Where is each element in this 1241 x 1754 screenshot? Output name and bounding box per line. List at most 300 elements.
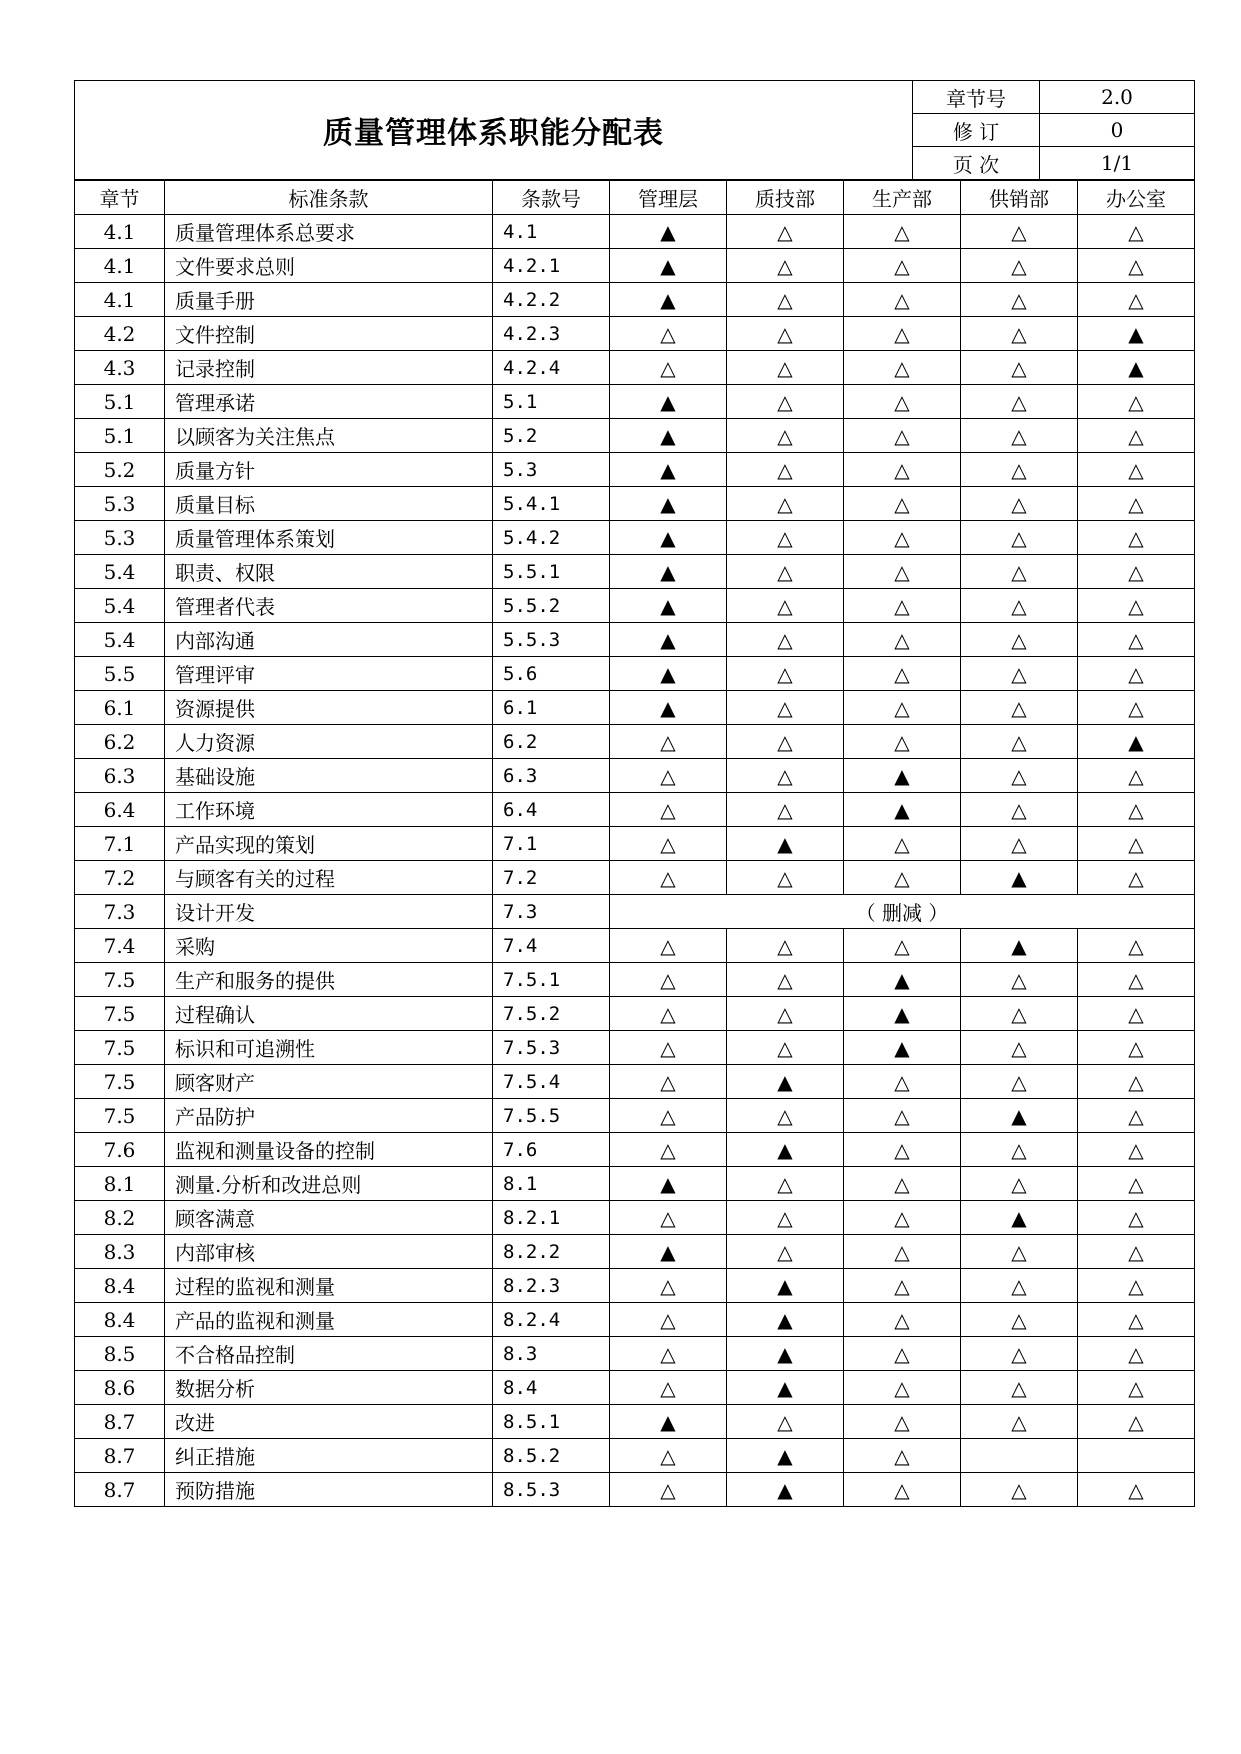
table-row [75, 1133, 1195, 1167]
mark-quality-tech: ▲ [727, 1473, 844, 1507]
row-clause: 产品防护 [165, 1099, 493, 1133]
mark-production: △ [844, 657, 961, 691]
mark-supply-sales: △ [961, 623, 1078, 657]
mark-office [1078, 1439, 1195, 1473]
mark-quality-tech: △ [727, 1031, 844, 1065]
mark-supply-sales: ▲ [961, 1099, 1078, 1133]
row-clause: 以顾客为关注焦点 [165, 419, 493, 453]
mark-quality-tech: △ [727, 623, 844, 657]
row-chapter: 4.1 [75, 283, 165, 317]
mark-supply-sales: △ [961, 555, 1078, 589]
table-row [75, 997, 1195, 1031]
table-row [75, 1099, 1195, 1133]
mark-management: △ [610, 1473, 727, 1507]
mark-office: ▲ [1078, 725, 1195, 759]
mark-supply-sales: △ [961, 759, 1078, 793]
mark-production: △ [844, 1201, 961, 1235]
mark-production: △ [844, 861, 961, 895]
mark-office: △ [1078, 1303, 1195, 1337]
table-row [75, 1167, 1195, 1201]
mark-management: △ [610, 317, 727, 351]
row-chapter: 8.4 [75, 1269, 165, 1303]
mark-production: △ [844, 1405, 961, 1439]
mark-quality-tech: ▲ [727, 1337, 844, 1371]
row-chapter: 5.1 [75, 419, 165, 453]
mark-supply-sales: ▲ [961, 1201, 1078, 1235]
mark-production: △ [844, 521, 961, 555]
row-clause: 质量管理体系策划 [165, 521, 493, 555]
header-production: 生产部 [844, 181, 961, 215]
mark-supply-sales: ▲ [961, 861, 1078, 895]
table-row [75, 1473, 1195, 1507]
mark-management: △ [610, 1099, 727, 1133]
row-chapter: 7.2 [75, 861, 165, 895]
table-row [75, 283, 1195, 317]
meta-label-page: 页 次 [913, 147, 1040, 180]
table-row [75, 1439, 1195, 1473]
mark-supply-sales: △ [961, 589, 1078, 623]
header-clause: 标准条款 [165, 181, 493, 215]
row-clause-number: 6.3 [493, 759, 610, 793]
mark-production: △ [844, 1303, 961, 1337]
mark-production: △ [844, 1371, 961, 1405]
mark-quality-tech: △ [727, 283, 844, 317]
mark-office: △ [1078, 385, 1195, 419]
row-clause-number: 5.5.1 [493, 555, 610, 589]
mark-supply-sales: △ [961, 725, 1078, 759]
table-row [75, 589, 1195, 623]
mark-production: ▲ [844, 963, 961, 997]
row-clause-number: 8.5.2 [493, 1439, 610, 1473]
mark-production: △ [844, 249, 961, 283]
table-row [75, 555, 1195, 589]
mark-quality-tech: △ [727, 419, 844, 453]
table-row [75, 929, 1195, 963]
table-row [75, 725, 1195, 759]
row-clause: 管理者代表 [165, 589, 493, 623]
row-clause: 内部沟通 [165, 623, 493, 657]
row-clause-number: 8.2.1 [493, 1201, 610, 1235]
mark-quality-tech: ▲ [727, 1303, 844, 1337]
mark-office: △ [1078, 759, 1195, 793]
mark-office: △ [1078, 997, 1195, 1031]
mark-supply-sales: △ [961, 385, 1078, 419]
mark-office: ▲ [1078, 351, 1195, 385]
mark-production: △ [844, 1133, 961, 1167]
mark-production: △ [844, 623, 961, 657]
mark-quality-tech: △ [727, 691, 844, 725]
mark-management: △ [610, 1371, 727, 1405]
mark-production: △ [844, 1473, 961, 1507]
table-body [75, 215, 1195, 1507]
row-clause: 顾客满意 [165, 1201, 493, 1235]
mark-management: ▲ [610, 623, 727, 657]
mark-management: △ [610, 861, 727, 895]
row-clause: 质量方针 [165, 453, 493, 487]
mark-production: ▲ [844, 997, 961, 1031]
mark-management: ▲ [610, 453, 727, 487]
mark-office: △ [1078, 963, 1195, 997]
mark-office: △ [1078, 691, 1195, 725]
row-chapter: 7.5 [75, 963, 165, 997]
mark-production: △ [844, 453, 961, 487]
mark-production: ▲ [844, 1031, 961, 1065]
mark-supply-sales: △ [961, 1133, 1078, 1167]
row-chapter: 7.3 [75, 895, 165, 929]
row-clause-number: 8.4 [493, 1371, 610, 1405]
mark-management: ▲ [610, 657, 727, 691]
mark-office: △ [1078, 623, 1195, 657]
mark-office: △ [1078, 589, 1195, 623]
row-clause-number: 4.1 [493, 215, 610, 249]
meta-value-page: 1/1 [1040, 147, 1195, 180]
row-clause: 监视和测量设备的控制 [165, 1133, 493, 1167]
row-clause-number: 7.5.2 [493, 997, 610, 1031]
meta-label-chapter: 章节号 [913, 81, 1040, 114]
table-row [75, 861, 1195, 895]
row-chapter: 4.1 [75, 215, 165, 249]
mark-quality-tech: △ [727, 487, 844, 521]
mark-quality-tech: ▲ [727, 1133, 844, 1167]
row-chapter: 5.4 [75, 555, 165, 589]
mark-office: △ [1078, 1405, 1195, 1439]
mark-management: △ [610, 929, 727, 963]
mark-management: ▲ [610, 1167, 727, 1201]
mark-management: △ [610, 1337, 727, 1371]
mark-supply-sales: △ [961, 827, 1078, 861]
mark-production: △ [844, 589, 961, 623]
row-chapter: 7.5 [75, 1065, 165, 1099]
row-chapter: 8.2 [75, 1201, 165, 1235]
table-row [75, 1405, 1195, 1439]
mark-supply-sales: △ [961, 1371, 1078, 1405]
mark-management: △ [610, 759, 727, 793]
table-row [75, 963, 1195, 997]
table-header-row [75, 181, 1195, 215]
mark-production: △ [844, 351, 961, 385]
row-chapter: 5.1 [75, 385, 165, 419]
row-chapter: 8.5 [75, 1337, 165, 1371]
table-row [75, 317, 1195, 351]
row-chapter: 8.1 [75, 1167, 165, 1201]
mark-supply-sales: △ [961, 963, 1078, 997]
row-clause-number: 4.2.4 [493, 351, 610, 385]
mark-quality-tech: △ [727, 997, 844, 1031]
mark-quality-tech: △ [727, 215, 844, 249]
mark-office: △ [1078, 929, 1195, 963]
mark-supply-sales: △ [961, 283, 1078, 317]
mark-management: ▲ [610, 215, 727, 249]
row-clause-number: 5.4.1 [493, 487, 610, 521]
mark-production: △ [844, 385, 961, 419]
row-clause-number: 5.6 [493, 657, 610, 691]
table-row [75, 827, 1195, 861]
mark-office: △ [1078, 1031, 1195, 1065]
mark-production: ▲ [844, 793, 961, 827]
row-clause: 过程确认 [165, 997, 493, 1031]
mark-supply-sales: △ [961, 691, 1078, 725]
table-row [75, 623, 1195, 657]
header-chapter: 章节 [75, 181, 165, 215]
mark-office: △ [1078, 487, 1195, 521]
mark-quality-tech: △ [727, 963, 844, 997]
mark-supply-sales: △ [961, 1269, 1078, 1303]
table-row [75, 1065, 1195, 1099]
mark-management: △ [610, 963, 727, 997]
mark-supply-sales: △ [961, 1235, 1078, 1269]
mark-production: ▲ [844, 759, 961, 793]
table-row [75, 1235, 1195, 1269]
row-clause: 与顾客有关的过程 [165, 861, 493, 895]
row-chapter: 4.1 [75, 249, 165, 283]
row-clause-number: 5.1 [493, 385, 610, 419]
mark-quality-tech: △ [727, 793, 844, 827]
row-clause-number: 8.5.3 [493, 1473, 610, 1507]
row-chapter: 4.2 [75, 317, 165, 351]
row-chapter: 6.1 [75, 691, 165, 725]
mark-quality-tech: △ [727, 929, 844, 963]
row-chapter: 8.4 [75, 1303, 165, 1337]
row-clause: 顾客财产 [165, 1065, 493, 1099]
mark-supply-sales: △ [961, 249, 1078, 283]
mark-office: △ [1078, 1201, 1195, 1235]
row-chapter: 6.2 [75, 725, 165, 759]
mark-quality-tech: △ [727, 521, 844, 555]
row-clause-number: 5.2 [493, 419, 610, 453]
mark-production: △ [844, 1439, 961, 1473]
mark-management: △ [610, 1269, 727, 1303]
table-row [75, 419, 1195, 453]
mark-production: △ [844, 929, 961, 963]
row-chapter: 7.5 [75, 1099, 165, 1133]
mark-production: △ [844, 317, 961, 351]
mark-office: △ [1078, 1473, 1195, 1507]
row-clause-number: 7.6 [493, 1133, 610, 1167]
mark-supply-sales: △ [961, 997, 1078, 1031]
row-clause-number: 6.1 [493, 691, 610, 725]
mark-supply-sales [961, 1439, 1078, 1473]
mark-quality-tech: △ [727, 589, 844, 623]
mark-management: △ [610, 1031, 727, 1065]
meta-label-revision: 修 订 [913, 114, 1040, 147]
mark-supply-sales: △ [961, 1167, 1078, 1201]
mark-office: △ [1078, 1133, 1195, 1167]
row-clause-number: 4.2.2 [493, 283, 610, 317]
mark-supply-sales: △ [961, 317, 1078, 351]
mark-management: ▲ [610, 1405, 727, 1439]
mark-supply-sales: △ [961, 1303, 1078, 1337]
row-clause-number: 7.1 [493, 827, 610, 861]
row-clause-number: 7.5.3 [493, 1031, 610, 1065]
mark-quality-tech: △ [727, 317, 844, 351]
mark-office: △ [1078, 215, 1195, 249]
mark-supply-sales: △ [961, 657, 1078, 691]
mark-quality-tech: △ [727, 249, 844, 283]
row-chapter: 7.6 [75, 1133, 165, 1167]
mark-quality-tech: △ [727, 1235, 844, 1269]
mark-management: ▲ [610, 283, 727, 317]
mark-office: △ [1078, 283, 1195, 317]
row-clause: 生产和服务的提供 [165, 963, 493, 997]
mark-office: △ [1078, 861, 1195, 895]
mark-office: △ [1078, 555, 1195, 589]
row-clause: 记录控制 [165, 351, 493, 385]
row-clause: 管理承诺 [165, 385, 493, 419]
mark-office: △ [1078, 1371, 1195, 1405]
mark-quality-tech: ▲ [727, 1439, 844, 1473]
mark-management: △ [610, 793, 727, 827]
mark-management: ▲ [610, 555, 727, 589]
row-clause: 不合格品控制 [165, 1337, 493, 1371]
row-clause: 产品的监视和测量 [165, 1303, 493, 1337]
row-chapter: 7.5 [75, 1031, 165, 1065]
row-chapter: 7.4 [75, 929, 165, 963]
row-chapter: 5.3 [75, 487, 165, 521]
row-chapter: 4.3 [75, 351, 165, 385]
mark-supply-sales: △ [961, 793, 1078, 827]
row-clause: 质量管理体系总要求 [165, 215, 493, 249]
table-row [75, 759, 1195, 793]
row-clause-number: 4.2.3 [493, 317, 610, 351]
mark-office: △ [1078, 793, 1195, 827]
mark-supply-sales: △ [961, 1405, 1078, 1439]
row-clause-number: 8.3 [493, 1337, 610, 1371]
row-chapter: 8.7 [75, 1473, 165, 1507]
mark-management: △ [610, 1439, 727, 1473]
row-clause-number: 4.2.1 [493, 249, 610, 283]
row-clause-number: 6.4 [493, 793, 610, 827]
row-clause: 预防措施 [165, 1473, 493, 1507]
row-clause: 文件控制 [165, 317, 493, 351]
row-merged-note: （ 删减 ） [610, 895, 1195, 929]
mark-office: △ [1078, 657, 1195, 691]
table-row [75, 351, 1195, 385]
row-clause: 标识和可追溯性 [165, 1031, 493, 1065]
row-clause-number: 5.3 [493, 453, 610, 487]
row-clause: 资源提供 [165, 691, 493, 725]
row-clause: 内部审核 [165, 1235, 493, 1269]
table-row [75, 1031, 1195, 1065]
mark-quality-tech: △ [727, 1201, 844, 1235]
row-clause-number: 8.5.1 [493, 1405, 610, 1439]
row-clause: 质量目标 [165, 487, 493, 521]
mark-management: △ [610, 997, 727, 1031]
mark-supply-sales: △ [961, 487, 1078, 521]
mark-management: ▲ [610, 589, 727, 623]
row-clause: 纠正措施 [165, 1439, 493, 1473]
row-clause-number: 8.1 [493, 1167, 610, 1201]
row-chapter: 6.4 [75, 793, 165, 827]
row-clause-number: 7.5.1 [493, 963, 610, 997]
row-clause: 改进 [165, 1405, 493, 1439]
row-chapter: 5.5 [75, 657, 165, 691]
row-chapter: 8.6 [75, 1371, 165, 1405]
mark-supply-sales: △ [961, 1065, 1078, 1099]
mark-production: △ [844, 419, 961, 453]
mark-production: △ [844, 215, 961, 249]
row-clause: 数据分析 [165, 1371, 493, 1405]
row-chapter: 8.7 [75, 1439, 165, 1473]
mark-management: ▲ [610, 521, 727, 555]
table-row [75, 453, 1195, 487]
row-chapter: 7.5 [75, 997, 165, 1031]
table-row [75, 793, 1195, 827]
row-chapter: 5.4 [75, 623, 165, 657]
row-clause: 人力资源 [165, 725, 493, 759]
mark-quality-tech: △ [727, 1167, 844, 1201]
mark-quality-tech: △ [727, 1405, 844, 1439]
meta-value-chapter: 2.0 [1040, 81, 1195, 114]
mark-management: ▲ [610, 487, 727, 521]
row-clause-number: 5.4.2 [493, 521, 610, 555]
mark-supply-sales: △ [961, 1473, 1078, 1507]
row-clause-number: 8.2.3 [493, 1269, 610, 1303]
mark-production: △ [844, 827, 961, 861]
row-clause: 职责、权限 [165, 555, 493, 589]
mark-office: △ [1078, 1065, 1195, 1099]
mark-quality-tech: △ [727, 351, 844, 385]
row-chapter: 7.1 [75, 827, 165, 861]
mark-office: △ [1078, 1099, 1195, 1133]
mark-supply-sales: △ [961, 521, 1078, 555]
mark-production: △ [844, 1065, 961, 1099]
mark-quality-tech: △ [727, 861, 844, 895]
document-title: 质量管理体系职能分配表 [75, 81, 913, 180]
row-clause-number: 7.5.5 [493, 1099, 610, 1133]
row-clause: 质量手册 [165, 283, 493, 317]
row-chapter: 5.3 [75, 521, 165, 555]
mark-production: △ [844, 1337, 961, 1371]
row-clause-number: 5.5.2 [493, 589, 610, 623]
mark-quality-tech: ▲ [727, 1065, 844, 1099]
header-clause-number: 条款号 [493, 181, 610, 215]
row-clause: 采购 [165, 929, 493, 963]
table-row [75, 657, 1195, 691]
header-supply-sales: 供销部 [961, 181, 1078, 215]
mark-office: △ [1078, 521, 1195, 555]
table-row [75, 1201, 1195, 1235]
mark-management: △ [610, 1065, 727, 1099]
table-row [75, 1371, 1195, 1405]
mark-quality-tech: △ [727, 385, 844, 419]
mark-supply-sales: △ [961, 351, 1078, 385]
table-row [75, 521, 1195, 555]
table-row [75, 691, 1195, 725]
table-row [75, 249, 1195, 283]
mark-production: △ [844, 283, 961, 317]
mark-quality-tech: ▲ [727, 1269, 844, 1303]
mark-supply-sales: △ [961, 1031, 1078, 1065]
mark-production: △ [844, 725, 961, 759]
mark-quality-tech: △ [727, 555, 844, 589]
mark-quality-tech: △ [727, 453, 844, 487]
mark-supply-sales: △ [961, 453, 1078, 487]
mark-office: △ [1078, 1167, 1195, 1201]
row-clause: 工作环境 [165, 793, 493, 827]
row-clause-number: 7.2 [493, 861, 610, 895]
row-clause-number: 6.2 [493, 725, 610, 759]
mark-office: △ [1078, 827, 1195, 861]
table-row [75, 895, 1195, 929]
mark-management: △ [610, 725, 727, 759]
row-clause-number: 8.2.2 [493, 1235, 610, 1269]
mark-production: △ [844, 1269, 961, 1303]
mark-supply-sales: △ [961, 1337, 1078, 1371]
mark-production: △ [844, 487, 961, 521]
mark-quality-tech: △ [727, 725, 844, 759]
mark-office: ▲ [1078, 317, 1195, 351]
mark-management: △ [610, 827, 727, 861]
